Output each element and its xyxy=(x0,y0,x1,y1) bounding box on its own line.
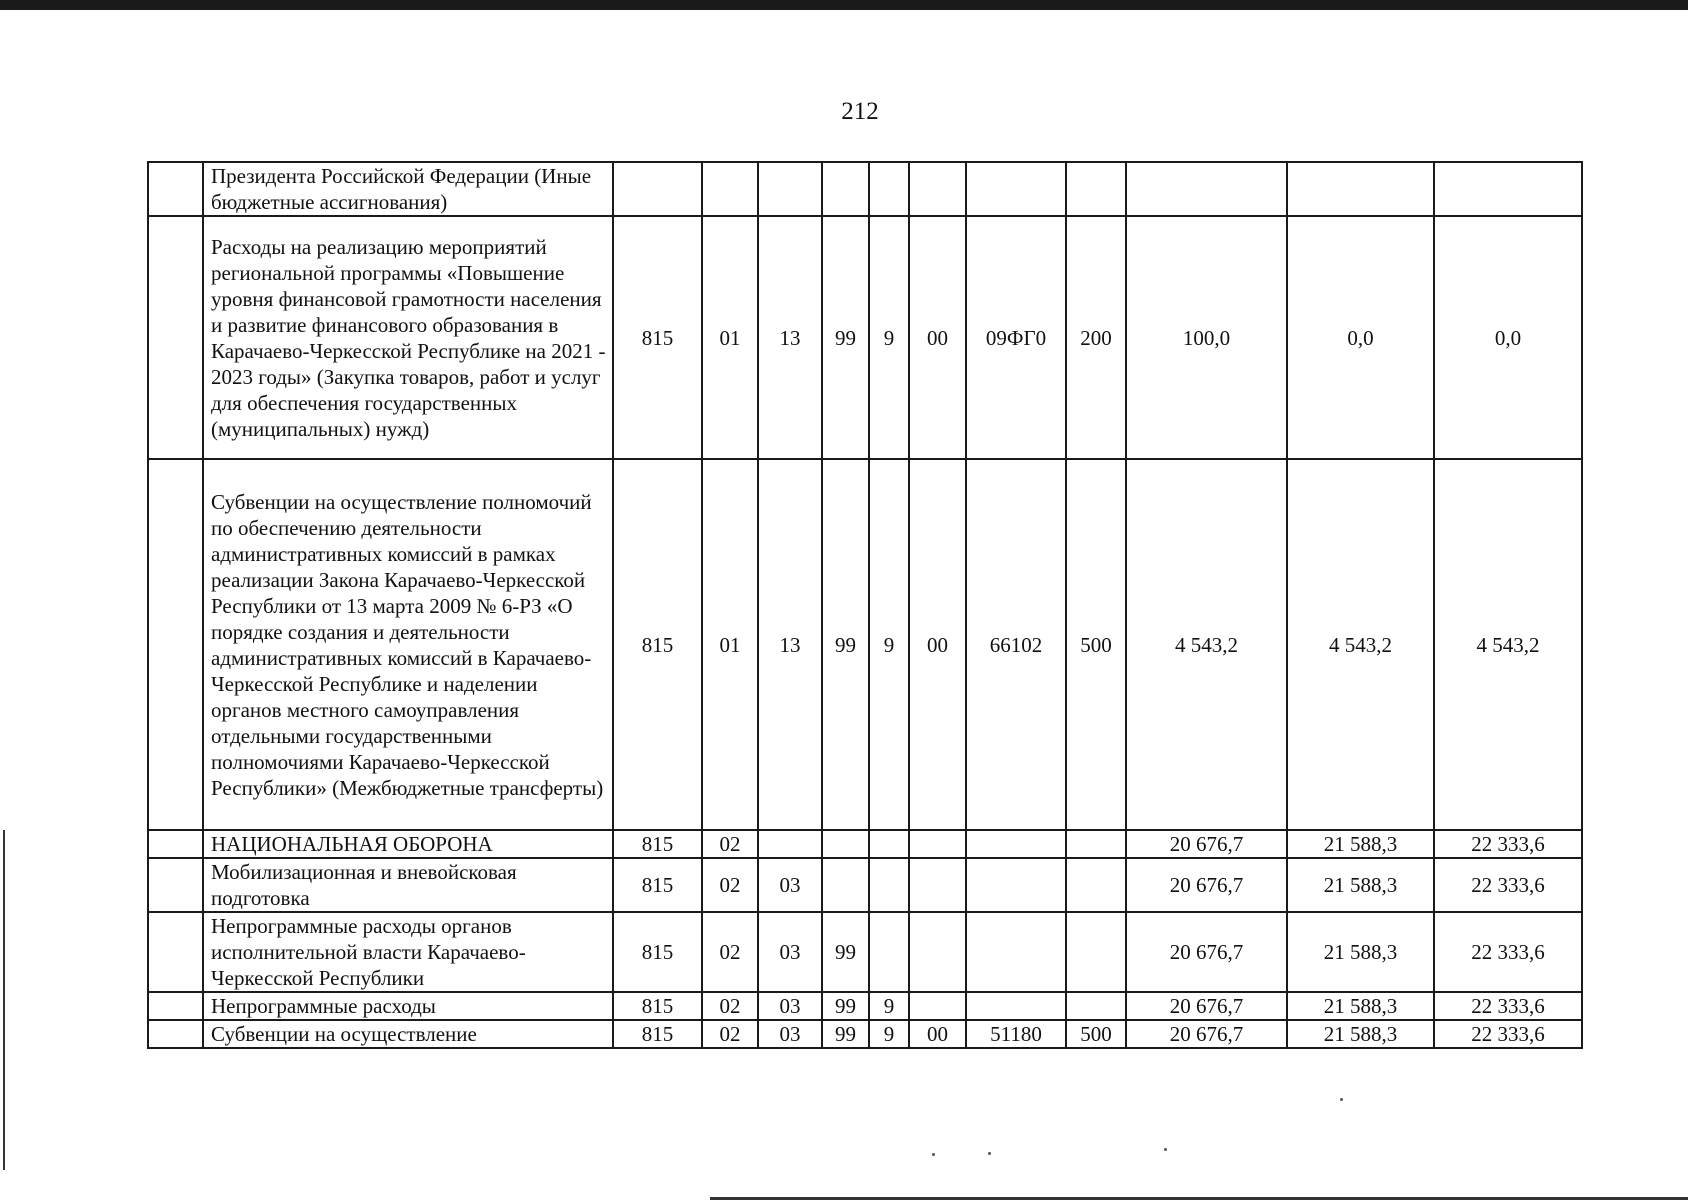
subsection-code-cell: 03 xyxy=(758,992,822,1020)
expense-type-cell xyxy=(1066,912,1126,992)
item-name-cell: Президента Российской Федерации (Иные бюджетные ассигнования) xyxy=(203,162,613,216)
amount-year-3-cell: 22 333,6 xyxy=(1434,992,1582,1020)
subsection-code-cell: 03 xyxy=(758,858,822,912)
amount-year-2-cell: 4 543,2 xyxy=(1287,459,1434,830)
ministry-code-cell: 815 xyxy=(613,830,702,858)
subprogram-code-cell: 9 xyxy=(869,216,909,459)
direction-code-cell: 09ФГ0 xyxy=(966,216,1066,459)
row-number-cell xyxy=(148,216,203,459)
section-code-cell: 02 xyxy=(702,912,758,992)
subsection-code-cell: 03 xyxy=(758,912,822,992)
event-code-cell xyxy=(909,830,966,858)
amount-year-3-cell: 4 543,2 xyxy=(1434,459,1582,830)
section-code-cell: 01 xyxy=(702,459,758,830)
scan-edge-mark xyxy=(3,830,5,1170)
table-row xyxy=(148,912,1582,992)
direction-code-cell xyxy=(966,992,1066,1020)
scan-speck xyxy=(932,1153,935,1156)
program-code-cell xyxy=(822,858,869,912)
program-code-cell: 99 xyxy=(822,1020,869,1048)
subprogram-code-cell: 9 xyxy=(869,1020,909,1048)
expense-type-cell xyxy=(1066,992,1126,1020)
amount-year-2-cell: 21 588,3 xyxy=(1287,858,1434,912)
amount-year-2-cell: 21 588,3 xyxy=(1287,992,1434,1020)
program-code-cell: 99 xyxy=(822,912,869,992)
amount-year-1-cell: 20 676,7 xyxy=(1126,992,1287,1020)
amount-year-3-cell: 22 333,6 xyxy=(1434,830,1582,858)
budget-table xyxy=(147,161,1583,1049)
ministry-code-cell: 815 xyxy=(613,992,702,1020)
amount-year-1-cell: 20 676,7 xyxy=(1126,1020,1287,1048)
section-code-cell: 01 xyxy=(702,216,758,459)
section-code-cell: 02 xyxy=(702,992,758,1020)
top-border-line xyxy=(0,0,1688,10)
expense-type-cell: 500 xyxy=(1066,1020,1126,1048)
table-row xyxy=(148,830,1582,858)
subprogram-code-cell xyxy=(869,912,909,992)
row-number-cell xyxy=(148,858,203,912)
direction-code-cell: 66102 xyxy=(966,459,1066,830)
direction-code-cell xyxy=(966,830,1066,858)
table-row xyxy=(148,992,1582,1020)
program-code-cell xyxy=(822,830,869,858)
ministry-code-cell: 815 xyxy=(613,858,702,912)
item-name-cell: Субвенции на осуществление xyxy=(203,1020,613,1048)
ministry-code-cell xyxy=(613,162,702,216)
program-code-cell: 99 xyxy=(822,992,869,1020)
amount-year-1-cell: 100,0 xyxy=(1126,216,1287,459)
amount-year-2-cell: 21 588,3 xyxy=(1287,912,1434,992)
amount-year-1-cell: 20 676,7 xyxy=(1126,858,1287,912)
event-code-cell xyxy=(909,162,966,216)
direction-code-cell xyxy=(966,162,1066,216)
event-code-cell: 00 xyxy=(909,216,966,459)
scan-speck xyxy=(988,1152,991,1155)
subsection-code-cell xyxy=(758,830,822,858)
expense-type-cell: 200 xyxy=(1066,216,1126,459)
event-code-cell: 00 xyxy=(909,459,966,830)
expense-type-cell xyxy=(1066,830,1126,858)
row-number-cell xyxy=(148,1020,203,1048)
row-number-cell xyxy=(148,162,203,216)
expense-type-cell: 500 xyxy=(1066,459,1126,830)
row-number-cell xyxy=(148,830,203,858)
amount-year-2-cell: 0,0 xyxy=(1287,216,1434,459)
amount-year-1-cell xyxy=(1126,162,1287,216)
item-name-cell: Непрограммные расходы органов исполнительной власти Карачаево-Черкесской Республики xyxy=(203,912,613,992)
table-row xyxy=(148,162,1582,216)
table-row xyxy=(148,216,1582,459)
program-code-cell xyxy=(822,162,869,216)
row-number-cell xyxy=(148,992,203,1020)
page-number: 212 xyxy=(841,98,879,125)
section-code-cell: 02 xyxy=(702,1020,758,1048)
ministry-code-cell: 815 xyxy=(613,912,702,992)
scan-speck xyxy=(1340,1098,1343,1101)
item-name-cell: НАЦИОНАЛЬНАЯ ОБОРОНА xyxy=(203,830,613,858)
event-code-cell xyxy=(909,858,966,912)
table-row xyxy=(148,459,1582,830)
event-code-cell xyxy=(909,992,966,1020)
ministry-code-cell: 815 xyxy=(613,459,702,830)
ministry-code-cell: 815 xyxy=(613,1020,702,1048)
event-code-cell: 00 xyxy=(909,1020,966,1048)
subprogram-code-cell xyxy=(869,162,909,216)
table-row xyxy=(148,1020,1582,1048)
ministry-code-cell: 815 xyxy=(613,216,702,459)
section-code-cell: 02 xyxy=(702,830,758,858)
direction-code-cell xyxy=(966,912,1066,992)
row-number-cell xyxy=(148,912,203,992)
subsection-code-cell: 13 xyxy=(758,459,822,830)
amount-year-2-cell xyxy=(1287,162,1434,216)
direction-code-cell: 51180 xyxy=(966,1020,1066,1048)
amount-year-1-cell: 20 676,7 xyxy=(1126,912,1287,992)
subsection-code-cell: 13 xyxy=(758,216,822,459)
amount-year-3-cell xyxy=(1434,162,1582,216)
program-code-cell: 99 xyxy=(822,216,869,459)
item-name-cell: Субвенции на осуществление полномочий по обеспечению деятельности административных комиссий в рамках реализации Закона Карачаево-Черкесской Республики от 13 марта 2009 № 6-РЗ «О порядке создания и деятельности административных комиссий в Карачаево-Черкесской Республике и наделении органов местного самоуправления отдельными государственными полномочиями Карачаево-Черкесской Республики» (Межбюджетные трансферты) xyxy=(203,459,613,830)
item-name-cell: Расходы на реализацию мероприятий региональной программы «Повышение уровня финансовой грамотности населения и развитие финансового образования в Карачаево-Черкесской Республике на 2021 - 2023 годы» (Закупка товаров, работ и услуг для обеспечения государственных (муниципальных) нужд) xyxy=(203,216,613,459)
subsection-code-cell xyxy=(758,162,822,216)
direction-code-cell xyxy=(966,858,1066,912)
amount-year-2-cell: 21 588,3 xyxy=(1287,830,1434,858)
amount-year-3-cell: 22 333,6 xyxy=(1434,858,1582,912)
program-code-cell: 99 xyxy=(822,459,869,830)
amount-year-3-cell: 22 333,6 xyxy=(1434,1020,1582,1048)
table-body xyxy=(148,162,1582,1048)
subprogram-code-cell: 9 xyxy=(869,992,909,1020)
amount-year-3-cell: 22 333,6 xyxy=(1434,912,1582,992)
expense-type-cell xyxy=(1066,858,1126,912)
amount-year-1-cell: 20 676,7 xyxy=(1126,830,1287,858)
expense-type-cell xyxy=(1066,162,1126,216)
subsection-code-cell: 03 xyxy=(758,1020,822,1048)
amount-year-2-cell: 21 588,3 xyxy=(1287,1020,1434,1048)
table-row xyxy=(148,858,1582,912)
amount-year-1-cell: 4 543,2 xyxy=(1126,459,1287,830)
subprogram-code-cell xyxy=(869,858,909,912)
subprogram-code-cell xyxy=(869,830,909,858)
section-code-cell xyxy=(702,162,758,216)
subprogram-code-cell: 9 xyxy=(869,459,909,830)
section-code-cell: 02 xyxy=(702,858,758,912)
amount-year-3-cell: 0,0 xyxy=(1434,216,1582,459)
item-name-cell: Непрограммные расходы xyxy=(203,992,613,1020)
scan-speck xyxy=(1164,1148,1167,1151)
row-number-cell xyxy=(148,459,203,830)
item-name-cell: Мобилизационная и вневойсковая подготовка xyxy=(203,858,613,912)
event-code-cell xyxy=(909,912,966,992)
